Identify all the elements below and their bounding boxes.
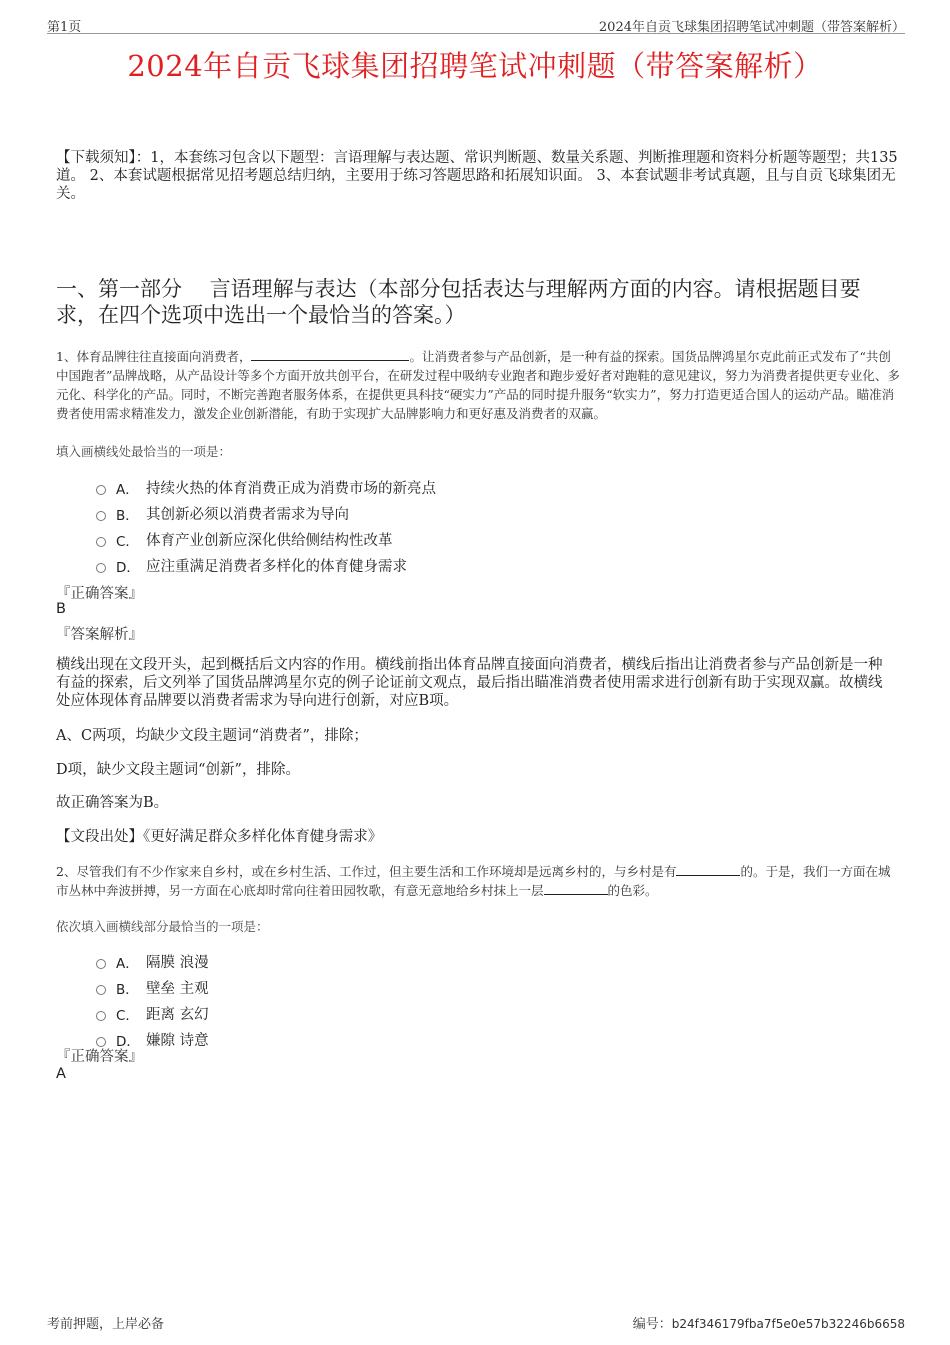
radio-icon[interactable] xyxy=(96,485,106,495)
radio-icon[interactable] xyxy=(96,985,106,995)
answer-blank xyxy=(544,882,608,895)
question-2-stem: 2、尽管我们有不少作家来自乡村，或在乡村生活、工作过，但主要生活和工作环境却是远离乡村的，与乡村是有 的。于是，我们一方面在城市丛林中奔波拼搏，另一方面在心底却时常向往着田园牧歌，有意无意地给乡村抹上一层 的色彩。 xyxy=(56,864,891,898)
question-1-option-b[interactable]: B． 其创新必须以消费者需求为导向 xyxy=(96,503,349,524)
question-1-analysis-label: 『答案解析』 xyxy=(56,627,143,643)
question-2-option-c[interactable]: C． 距离 玄幻 xyxy=(96,1003,209,1024)
question-2-prompt: 依次填入画横线部分最恰当的一项是： xyxy=(56,919,269,934)
question-1-note-d: D项，缺少文段主题词“创新”，排除。 xyxy=(56,762,300,778)
radio-icon[interactable] xyxy=(96,563,106,573)
header-doc-title: 2024年自贡飞球集团招聘笔试冲刺题（带答案解析） xyxy=(598,20,905,35)
question-1-source: 【文段出处】《更好满足群众多样化体育健身需求》 xyxy=(56,829,383,845)
radio-icon[interactable] xyxy=(96,959,106,969)
question-1-stem: 1、体育品牌往往直接面向消费者， 。让消费者参与产品创新，是一种有益的探索。国货品牌鸿星尔克此前正式发布了“共创中国跑者”品牌战略，从产品设计等多个方面开放共创平台，在研发过程中吸纳专业跑者和跑步爱好者对跑鞋的意见建议，努力为消费者提供更专业化、多元化、科学化的产品。同时，不断完善跑者服务体系，在提供更具科技“硬实力”产品的同时提升服务“软实力”，努力打造更适合国人的运动产品。瞄准消费者使用需求精准发力，激发企业创新潜能，有助于实现扩大品牌影响力和更好惠及消费者的双赢。 xyxy=(56,349,900,421)
answer-blank xyxy=(676,863,740,876)
question-1-conclusion: 故正确答案为B。 xyxy=(56,795,169,811)
question-1-note-ac: A、C两项，均缺少文段主题词“消费者”，排除； xyxy=(56,728,368,744)
footer-slogan: 考前押题，上岸必备 xyxy=(47,1317,165,1332)
question-1-option-a[interactable]: A． 持续火热的体育消费正成为消费市场的新亮点 xyxy=(96,477,436,498)
section-heading: 一、第一部分 言语理解与表达（本部分包括表达与理解两方面的内容。请根据题目要求，在四个选项中选出一个最恰当的答案。） xyxy=(56,277,861,327)
radio-icon[interactable] xyxy=(96,1011,106,1021)
page-title: 2024年自贡飞球集团招聘笔试冲刺题（带答案解析） xyxy=(127,49,823,83)
question-1-prompt: 填入画横线处最恰当的一项是： xyxy=(56,444,232,459)
question-2-option-a[interactable]: A． 隔膜 浪漫 xyxy=(96,951,209,972)
radio-icon[interactable] xyxy=(96,511,106,521)
page-number: 第1页 xyxy=(47,20,82,35)
question-1-option-c[interactable]: C． 体育产业创新应深化供给侧结构性改革 xyxy=(96,529,393,550)
question-1-option-d[interactable]: D． 应注重满足消费者多样化的体育健身需求 xyxy=(96,555,407,576)
question-2-option-b[interactable]: B． 壁垒 主观 xyxy=(96,977,209,998)
answer-blank xyxy=(251,348,409,361)
question-1-analysis: 横线出现在文段开头，起到概括后文内容的作用。横线前指出体育品牌直接面向消费者，横线后指出让消费者参与产品创新是一种有益的探索，后文列举了国货品牌鸿星尔克的例子论证前文观点，最后指出瞄准消费者使用需求进行创新有助于实现双赢。故横线处应体现体育品牌要以消费者需求为导向进行创新，对应B项。 xyxy=(56,657,883,709)
question-2-option-d[interactable]: D． 嫌隙 诗意 xyxy=(96,1029,209,1050)
question-2-answer: A xyxy=(56,1066,66,1082)
question-1-answer: B xyxy=(56,601,66,617)
download-notice: 【下载须知】：1，本套练习包含以下题型：言语理解与表达题、常识判断题、数量关系题、判断推理题和资料分析题等题型；共135道。 2、本套试题根据常见招考题总结归纳，主要用于练习答题思路和拓展知识面。 3、本套试题非考试真题，且与自贡飞球集团无关。 xyxy=(56,150,898,202)
question-1-answer-label: 『正确答案』 xyxy=(56,586,143,602)
radio-icon[interactable] xyxy=(96,537,106,547)
header-divider xyxy=(47,33,905,34)
footer-serial: 编号：b24f346179fba7f5e0e57b32246b6658 xyxy=(632,1317,905,1332)
question-2-answer-label: 『正确答案』 xyxy=(56,1049,143,1065)
